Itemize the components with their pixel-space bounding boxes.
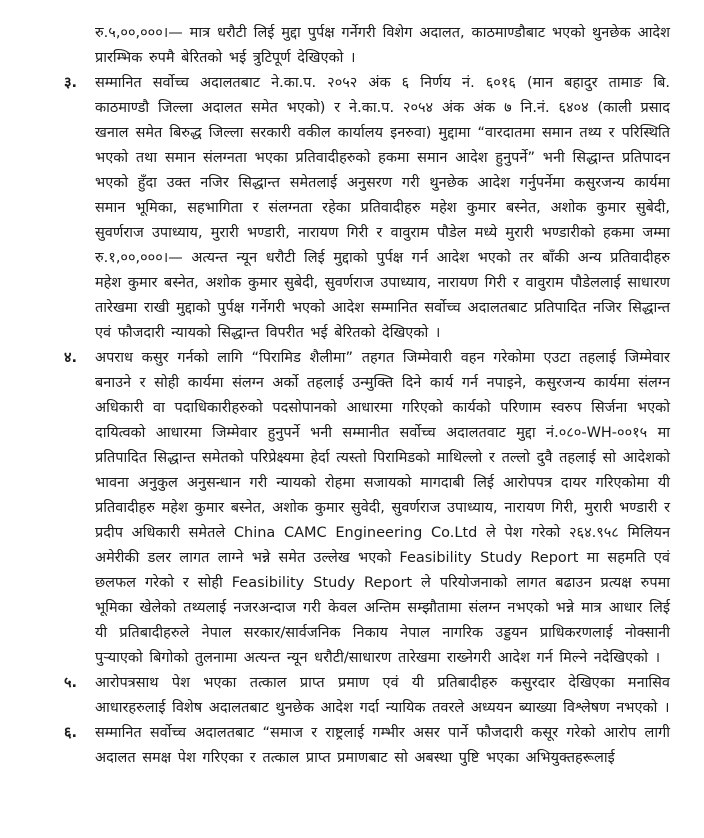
item-text: अपराध कसुर गर्नको लागि “पिरामिड शैलीमा” तहगत जिम्मेवारी वहन गरेकोमा एउटा तहलाई जिम्मेवार बनाउने र सोही कार्यमा संलग्न अर्को तहलाई उन्मुक्ति दिने कार्य गर्न नपाइने, कसुरजन्य कार्यमा संलग्न अधिकारी वा पदाधिकारीहरुको पदसोपानको आधारमा गरिएको कार्यको परिणाम स्वरुप सिर्जना भएको दायित्वको आधारमा जिम्मेवार हुनुपर्ने भनी सम्मानीत सर्वोच्च अदालतवाट मुद्दा नं.०८०-WH-००१५ मा प्रतिपादित सिद्धान्त समेतको परिप्रेक्ष्यमा हेर्दा त्यस्तो पिरामिडको माथिल्लो र तल्लो दुवै तहलाई सो आदेशको भावना अनुकुल अनुसन्धान गरी न्यायको रोहमा सजायको मागदाबी लिई आरोपपत्र दायर गरिएकोमा यी प्रतिवादीहरु महेश कुमार बस्नेत, अशोक कुमार सुवेदी, सुवर्णराज उपाध्याय, नारायण गिरी, मुरारी भण्डारी र प्रदीप अधिकारी समेतले China CAMC Engineering Co.Ltd ले पेश गरेको २६४.९५८ मिलियन अमेरीकी डलर लागत लाग्ने भन्ने समेत उल्लेख भएको Feasibility Study Report मा सहमति एवं छलफल गरेको र सोही Feasibility Study Report ले परियोजनाको लागत बढाउन प्रत्यक्ष रुपमा भूमिका खेलेको तथ्यलाई नजरअन्दाज गरी केवल अन्तिम सम्झौतामा संलग्न नभएको भन्ने मात्र आधार लिई यी प्रतिबादीहरुले नेपाल सरकार/सार्वजनिक निकाय नेपाल नागरिक उड्डयन प्राधिकरणलाई नोक्सानी पुऱ्याएको बिगोको तुलनामा अत्यन्त न्यून धरौटी/साधारण तारेखमा राख्नेगरी आदेश गर्न मिल्ने नदेखिएको । (95, 350, 670, 666)
item-number: ५. (64, 675, 78, 691)
item-number: ६. (64, 725, 78, 741)
item-number: ३. (64, 75, 78, 91)
numbered-item-6 (64, 721, 670, 771)
item-number: ४. (64, 350, 78, 366)
item-text: सम्मानित सर्वोच्च अदालतबाट “समाज र राष्ट्रलाई गम्भीर असर पार्ने फौजदारी कसूर गरेको आरोप लागी अदालत समक्ष पेश गरिएका र तत्काल प्राप्त प्रमाणबाट सो अबस्था पुष्टि भएका अभियुक्तहरूलाई (95, 725, 670, 766)
numbered-item-4 (64, 346, 670, 671)
paragraph-continuation: रु.५,००,०००।— मात्र धरौटी लिई मुद्दा पुर्पक्ष गर्नेगरी विशेग अदालत, काठमाण्डौबाट भएको थुनछेक आदेश प्रारम्भिक रुपमै बेरितको भई त्रुटिपूर्ण देखिएको । (95, 25, 670, 66)
item-text: सम्मानित सर्वोच्च अदालतबाट ने.का.प. २०५२ अंक ६ निर्णय नं. ६०१६ (मान बहादुर तामाङ बि. काठमाण्डौ जिल्ला अदालत समेत भएको) र ने.का.प. २०५४ अंक अंक ७ नि.नं. ६४०४ (काली प्रसाद खनाल समेत बिरुद्ध जिल्ला सरकारी वकील कार्यालय इनरुवा) मुद्दामा “वारदातमा समान तथ्य र परिस्थिति भएको तथा समान संलग्नता भएका प्रतिवादीहरुको हकमा समान आदेश हुनुपर्ने” भनी सिद्धान्त प्रतिपादन भएको हुँदा उक्त नजिर सिद्धान्त समेतलाई अनुसरण गरी थुनछेक आदेश गर्नुपर्नेमा कसुरजन्य कार्यमा समान भूमिका, सहभागिता र संलग्नता रहेका प्रतिवादीहरु महेश कुमार बस्नेत, अशोक कुमार सुबेदी, सुवर्णराज उपाध्याय, मुरारी भण्डारी, नारायण गिरी र वावुराम पौडेल मध्ये मुरारी भण्डारीको हकमा जम्मा रु.१,००,०००।— अत्यन्त न्यून धरौटी लिई मुद्दाको पुर्पक्ष गर्न आदेश भएको तर बाँकी अन्य प्रतिवादीहरु महेश कुमार बस्नेत, अशोक कुमार सुबेदी, सुवर्णराज उपाध्याय, नारायण गिरी र वावुराम पौडेललाई साधारण तारेखमा राखी मुद्दाको पुर्पक्ष गर्नेगरी भएको आदेश सम्मानित सर्वोच्च अदालतबाट प्रतिपादित नजिर सिद्धान्त एवं फौजदारी न्यायको सिद्धान्त विपरीत भई बेरितको देखिएको । (95, 75, 670, 341)
numbered-item-3 (64, 71, 670, 346)
numbered-item-5 (64, 671, 670, 721)
item-text: आरोपत्रसाथ पेश भएका तत्काल प्राप्त प्रमाण एवं यी प्रतिबादीहरु कसुरदार देखिएका मनासिव आधारहरुलाई विशेष अदालतबाट थुनछेक आदेश गर्दा न्यायिक तवरले अध्ययन ब्याख्या विश्लेषण नभएको । (95, 675, 670, 716)
